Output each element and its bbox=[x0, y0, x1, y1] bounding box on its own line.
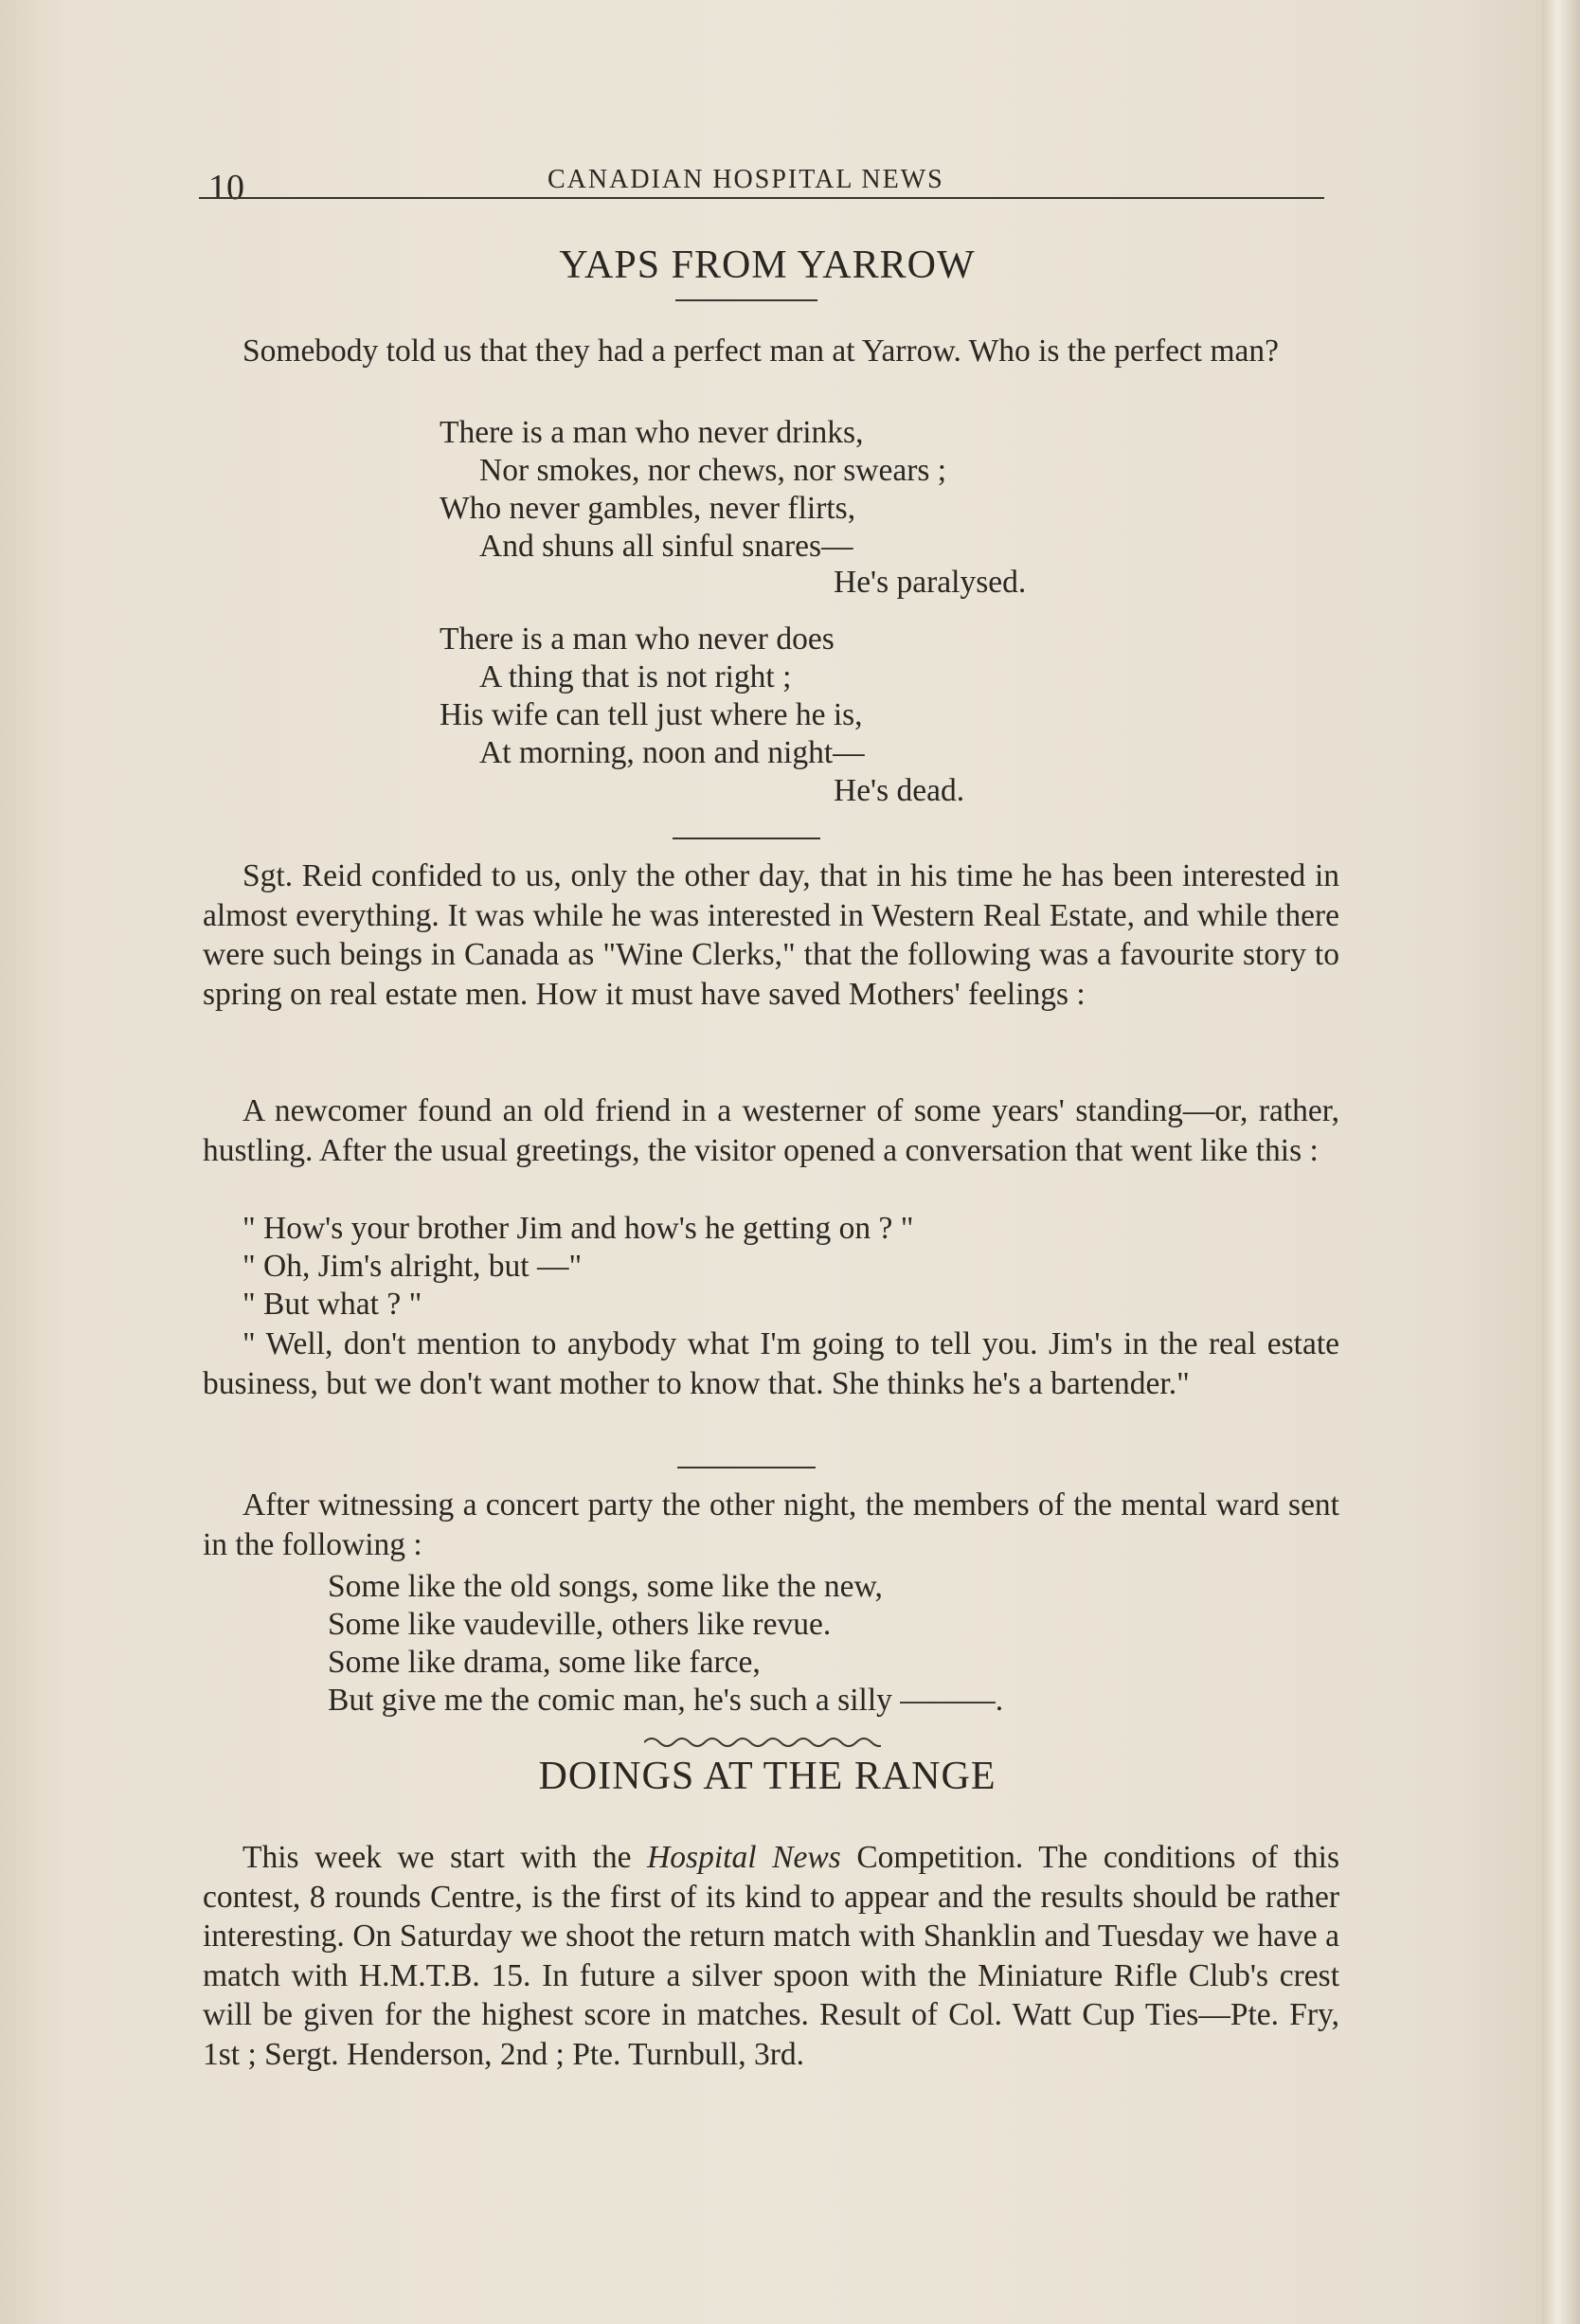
running-header bbox=[199, 159, 1336, 207]
intro-paragraph: Somebody told us that they had a perfect man at Yarrow. Who is the perfect man? bbox=[242, 333, 1280, 369]
poem-line: There is a man who never does bbox=[440, 622, 835, 657]
verse-line: Some like the old songs, some like the new, bbox=[328, 1569, 883, 1604]
title-rule bbox=[675, 299, 817, 301]
dialogue-line: " But what ? " bbox=[242, 1287, 422, 1322]
poem-line: Who never gambles, never flirts, bbox=[440, 491, 856, 526]
poem-line: And shuns all sinful snares— bbox=[479, 529, 853, 564]
article-title-range: DOINGS AT THE RANGE bbox=[538, 1755, 996, 1798]
dialogue-line: " How's your brother Jim and how's he getting on ? " bbox=[242, 1211, 914, 1246]
verse-line: But give me the comic man, he's such a silly ———. bbox=[328, 1683, 1004, 1718]
page-content bbox=[199, 159, 1339, 2072]
poem-line: Nor smokes, nor chews, nor swears ; bbox=[479, 453, 947, 488]
range-text-end: Competition. The conditions of this contest, 8 rounds Centre, is the first of its kind to appear and the results should be rather interesting. On Saturday we shoot the return match with Shanklin and Tuesday we have a match with H.M.T.B. 15. In future a silver spoon with the Miniature Rifle Club's crest will be given for the highest score in matches. Result of Col. Watt Cup Ties—Pte. Fry, 1st ; Sergt. Henderson, 2nd ; Pte. Turnbull, 3rd. bbox=[203, 1840, 1339, 2072]
page-number: 10 bbox=[208, 168, 244, 207]
article-title-yaps: YAPS FROM YARROW bbox=[559, 243, 976, 287]
poem-line: His wife can tell just where he is, bbox=[440, 697, 863, 732]
verse-line: Some like drama, some like farce, bbox=[328, 1645, 761, 1680]
section-rule bbox=[677, 1467, 816, 1468]
binding-edge bbox=[1542, 0, 1580, 2324]
range-text-start: This week we start with the bbox=[242, 1840, 648, 1875]
journal-name: CANADIAN HOSPITAL NEWS bbox=[548, 165, 944, 194]
story-paragraph: A newcomer found an old friend in a westerner of some years' standing—or, rather, hustling. After the usual greetings, the visitor opened a conversation that went like this : bbox=[203, 1093, 1339, 1168]
poem-line: He's paralysed. bbox=[834, 565, 1027, 600]
wavy-divider bbox=[644, 1733, 881, 1748]
dialogue-line: " Oh, Jim's alright, but —" bbox=[242, 1249, 583, 1284]
poem-line: A thing that is not right ; bbox=[479, 659, 792, 694]
section-rule bbox=[673, 838, 820, 839]
poem-line: At morning, noon and night— bbox=[479, 735, 865, 770]
poem-line: There is a man who never drinks, bbox=[440, 415, 864, 450]
story-intro-paragraph: Sgt. Reid confided to us, only the other day, that in his time he has been interested in almost everything. It was while he was interested in Western Real Estate, and while there were such beings in Canada as "Wine Clerks," that the following was a favourite story to spring on real estate men. How it must have saved Mothers' feelings : bbox=[203, 858, 1339, 1012]
dialogue-paragraph: " Well, don't mention to anybody what I'm going to tell you. Jim's in the real estate business, but we don't want mother to know that. She thinks he's a bartender." bbox=[203, 1326, 1339, 1401]
range-paragraph bbox=[203, 1838, 1339, 2074]
concert-intro-paragraph: After witnessing a concert party the other night, the members of the mental ward sent in the following : bbox=[203, 1487, 1339, 1562]
range-text-italic: Hospital News bbox=[647, 1840, 841, 1875]
header-rule bbox=[199, 197, 1324, 199]
verse-line: Some like vaudeville, others like revue. bbox=[328, 1607, 832, 1642]
poem-line: He's dead. bbox=[834, 773, 965, 808]
